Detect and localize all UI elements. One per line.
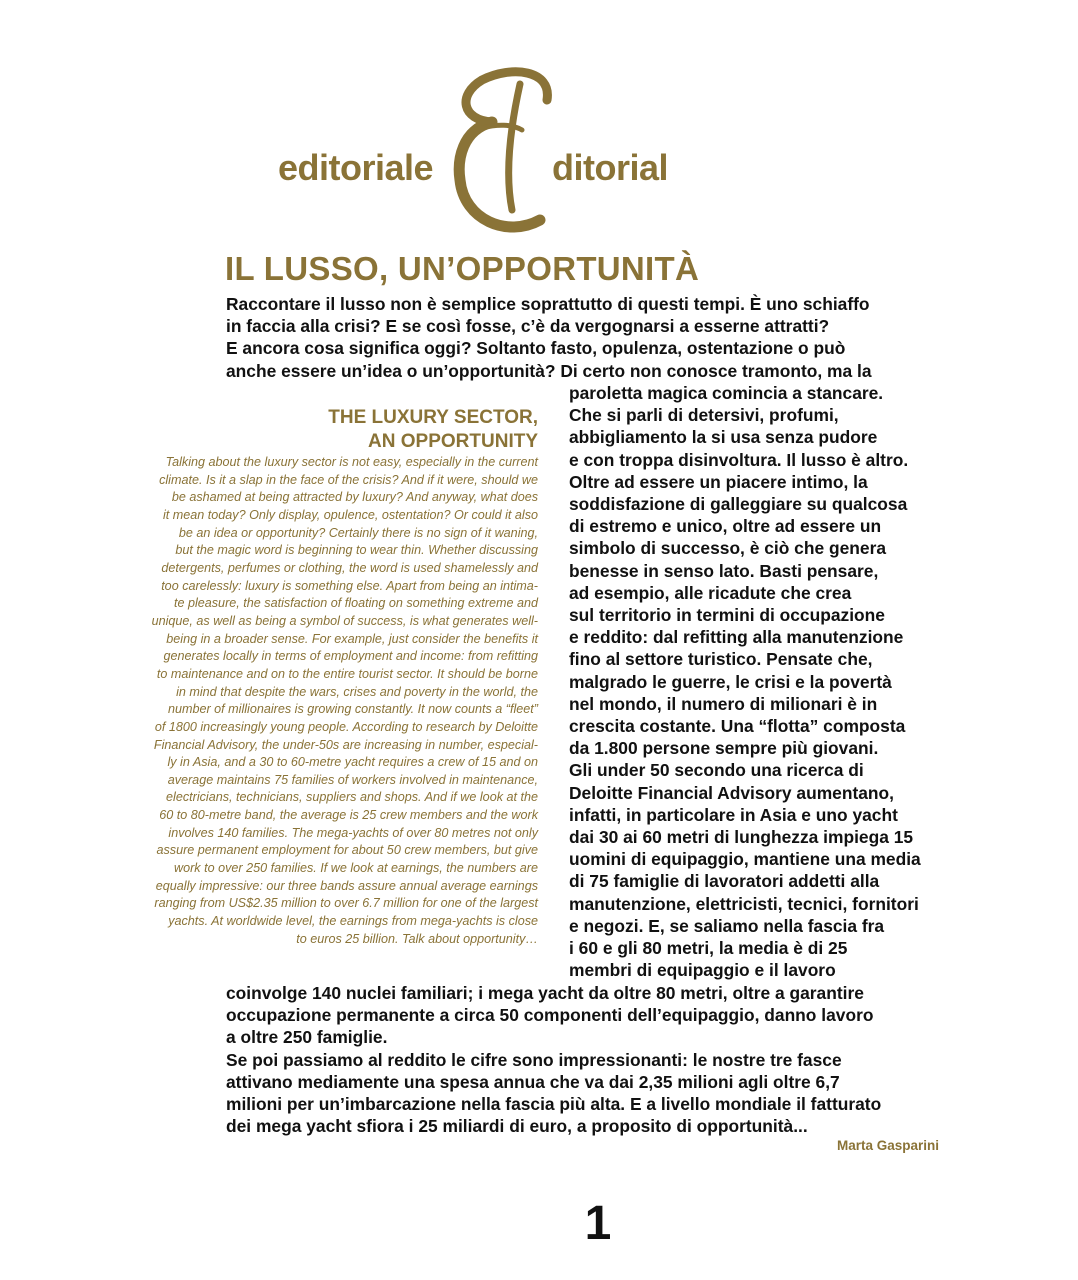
italian-line: manutenzione, elettricisti, tecnici, fornitori <box>569 893 919 914</box>
italian-line: a oltre 250 famiglie. <box>226 1027 388 1048</box>
english-line: too carelessly: luxury is something else. Apart from being an intima- <box>161 578 538 593</box>
english-line: to euros 25 billion. Talk about opportunity… <box>296 931 538 946</box>
italian-line: membri di equipaggio e il lavoro <box>569 960 836 981</box>
italian-line: attivano mediamente una spesa annua che va dai 2,35 milioni agli oltre 6,7 <box>226 1071 840 1092</box>
english-line: ranging from US$2.35 million to over 6.7 million for one of the largest <box>154 896 538 911</box>
italian-line: nel mondo, il numero di milionari è in <box>569 693 878 714</box>
english-line: yachts. At worldwide level, the earnings from mega-yachts is close <box>168 914 538 929</box>
italian-line: Gli under 50 secondo una ricerca di <box>569 760 864 781</box>
lead-paragraph <box>226 293 946 382</box>
italian-line: uomini di equipaggio, mantiene una media <box>569 849 921 870</box>
lead-line: E ancora cosa significa oggi? Soltanto fasto, opulenza, ostentazione o può <box>226 338 846 359</box>
italian-line: sul territorio in termini di occupazione <box>569 605 885 626</box>
english-line: detergents, perfumes or clothing, the word is used shamelessly and <box>161 560 538 575</box>
lead-line: Raccontare il lusso non è semplice soprattutto di questi tempi. È uno schiaffo <box>226 294 870 314</box>
italian-line: e negozi. E, se saliamo nella fascia fra <box>569 915 885 936</box>
english-line: generates locally in terms of employment and income: from refitting <box>163 649 538 664</box>
english-line: Financial Advisory, the under-50s are increasing in number, especial- <box>153 737 538 752</box>
italian-line: simbolo di successo, è ciò che genera <box>569 538 887 559</box>
english-line: average maintains 75 families of workers involved in maintenance, <box>167 772 538 787</box>
english-line: unique, as well as being a symbol of success, is what generates well- <box>151 613 538 628</box>
article-title: IL LUSSO, UN’OPPORTUNITÀ <box>225 250 700 287</box>
author-name: Marta Gasparini <box>836 1138 939 1153</box>
italian-line: soddisfazione di galleggiare su qualcosa <box>569 494 908 515</box>
italian-line: Se poi passiamo al reddito le cifre sono impressionanti: le nostre tre fasce <box>226 1049 842 1070</box>
italian-line: paroletta magica comincia a stancare. <box>569 383 884 403</box>
italian-line: da 1.800 persone sempre più giovani. <box>569 738 879 759</box>
english-line: be ashamed at being attracted by luxury? And anyway, what does <box>171 490 538 505</box>
italian-line: e con troppa disinvoltura. Il lusso è altro. <box>569 449 909 470</box>
english-line: being in a broader sense. For example, just consider the benefits it <box>166 631 538 646</box>
page-number: 1 <box>584 1197 612 1250</box>
english-line: 60 to 80-metre band, the average is 25 crew members and the work <box>159 808 538 823</box>
english-line: number of millionaires is growing constantly. It now counts a “fleet” <box>167 702 538 717</box>
italian-closing-paragraph <box>226 982 946 1137</box>
english-title-line: THE LUXURY SECTOR, <box>328 407 538 428</box>
lead-line: in faccia alla crisi? E se così fosse, c’è da vergognarsi a esserne attratti? <box>226 316 830 337</box>
english-title-line: AN OPPORTUNITY <box>368 431 538 452</box>
italian-line: i 60 e gli 80 metri, la media è di 25 <box>569 938 848 959</box>
lead-line: anche essere un’idea o un’opportunità? Di certo non conosce tramonto, ma la <box>226 360 872 381</box>
english-line: electricians, technicians, suppliers and shops. And if we look at the <box>166 790 538 805</box>
english-line: climate. Is it a slap in the face of the crisis? And if it were, should we <box>159 472 538 487</box>
english-line: Talking about the luxury sector is not easy, especially in the current <box>165 455 538 469</box>
italian-line: Oltre ad essere un piacere intimo, la <box>569 471 868 492</box>
english-line: equally impressive: our three bands assure annual average earnings <box>155 878 538 893</box>
english-line: in mind that despite the wars, crises and poverty in the world, the <box>176 684 538 699</box>
english-line: assure permanent employment for about 50 crew members, but give <box>156 843 538 858</box>
italian-line: fino al settore turistico. Pensate che, <box>569 649 873 670</box>
english-line: ly in Asia, and a 30 to 60-metre yacht requires a crew of 15 and on <box>167 755 538 770</box>
italian-line: abbigliamento la si usa senza pudore <box>569 427 878 448</box>
english-line: it mean today? Only display, opulence, ostentation? Or could it also <box>163 507 538 522</box>
english-line: work to over 250 families. If we look at earnings, the numbers are <box>174 861 538 876</box>
italian-line: ad esempio, alle ricadute che crea <box>569 582 852 603</box>
italian-line: di estremo e unico, oltre ad essere un <box>569 516 882 537</box>
italian-line: dai 30 ai 60 metri di lunghezza impiega 15 <box>569 827 914 848</box>
english-title <box>240 406 538 454</box>
italian-line: occupazione permanente a circa 50 componenti dell’equipaggio, danno lavoro <box>226 1005 874 1026</box>
italian-line: benesse in senso lato. Basti pensare, <box>569 560 879 581</box>
italian-line: milioni per un’imbarcazione nella fascia più alta. E a livello mondiale il fatturato <box>226 1094 882 1115</box>
italian-line: Deloitte Financial Advisory aumentano, <box>569 782 895 803</box>
italian-line: coinvolge 140 nuclei familiari; i mega yacht da oltre 80 metri, oltre a garantire <box>226 983 864 1003</box>
english-line: be an idea or opportunity? Certainly there is no sign of it waning, <box>178 525 538 540</box>
english-line: but the magic word is beginning to wear thin. Whether discussing <box>175 543 538 558</box>
italian-line: malgrado le guerre, le crisi e la povertà <box>569 671 892 692</box>
italian-line: di 75 famiglie di lavoratori addetti alla <box>569 871 880 892</box>
masthead-right-word: ditorial <box>552 147 669 188</box>
english-body <box>90 454 538 948</box>
italian-right-column <box>569 382 949 981</box>
english-line: te pleasure, the satisfaction of floating on something extreme and <box>173 596 538 611</box>
english-line: of 1800 increasingly young people. According to research by Deloitte <box>154 719 538 734</box>
masthead-left-word: editoriale <box>278 147 434 188</box>
italian-line: e reddito: dal refitting alla manutenzione <box>569 627 904 648</box>
italian-line: dei mega yacht sfiora i 25 miliardi di euro, a proposito di opportunità... <box>226 1116 808 1137</box>
english-line: to maintenance and on to the entire tourist sector. It should be borne <box>156 666 538 681</box>
italian-line: crescita costante. Una “flotta” composta <box>569 716 906 737</box>
english-line: involves 140 families. The mega-yachts of over 80 metres not only <box>168 825 538 840</box>
masthead <box>0 55 1078 245</box>
decorative-e-icon <box>452 60 562 240</box>
italian-line: Che si parli di detersivi, profumi, <box>569 405 839 426</box>
italian-line: infatti, in particolare in Asia e uno yacht <box>569 804 898 825</box>
